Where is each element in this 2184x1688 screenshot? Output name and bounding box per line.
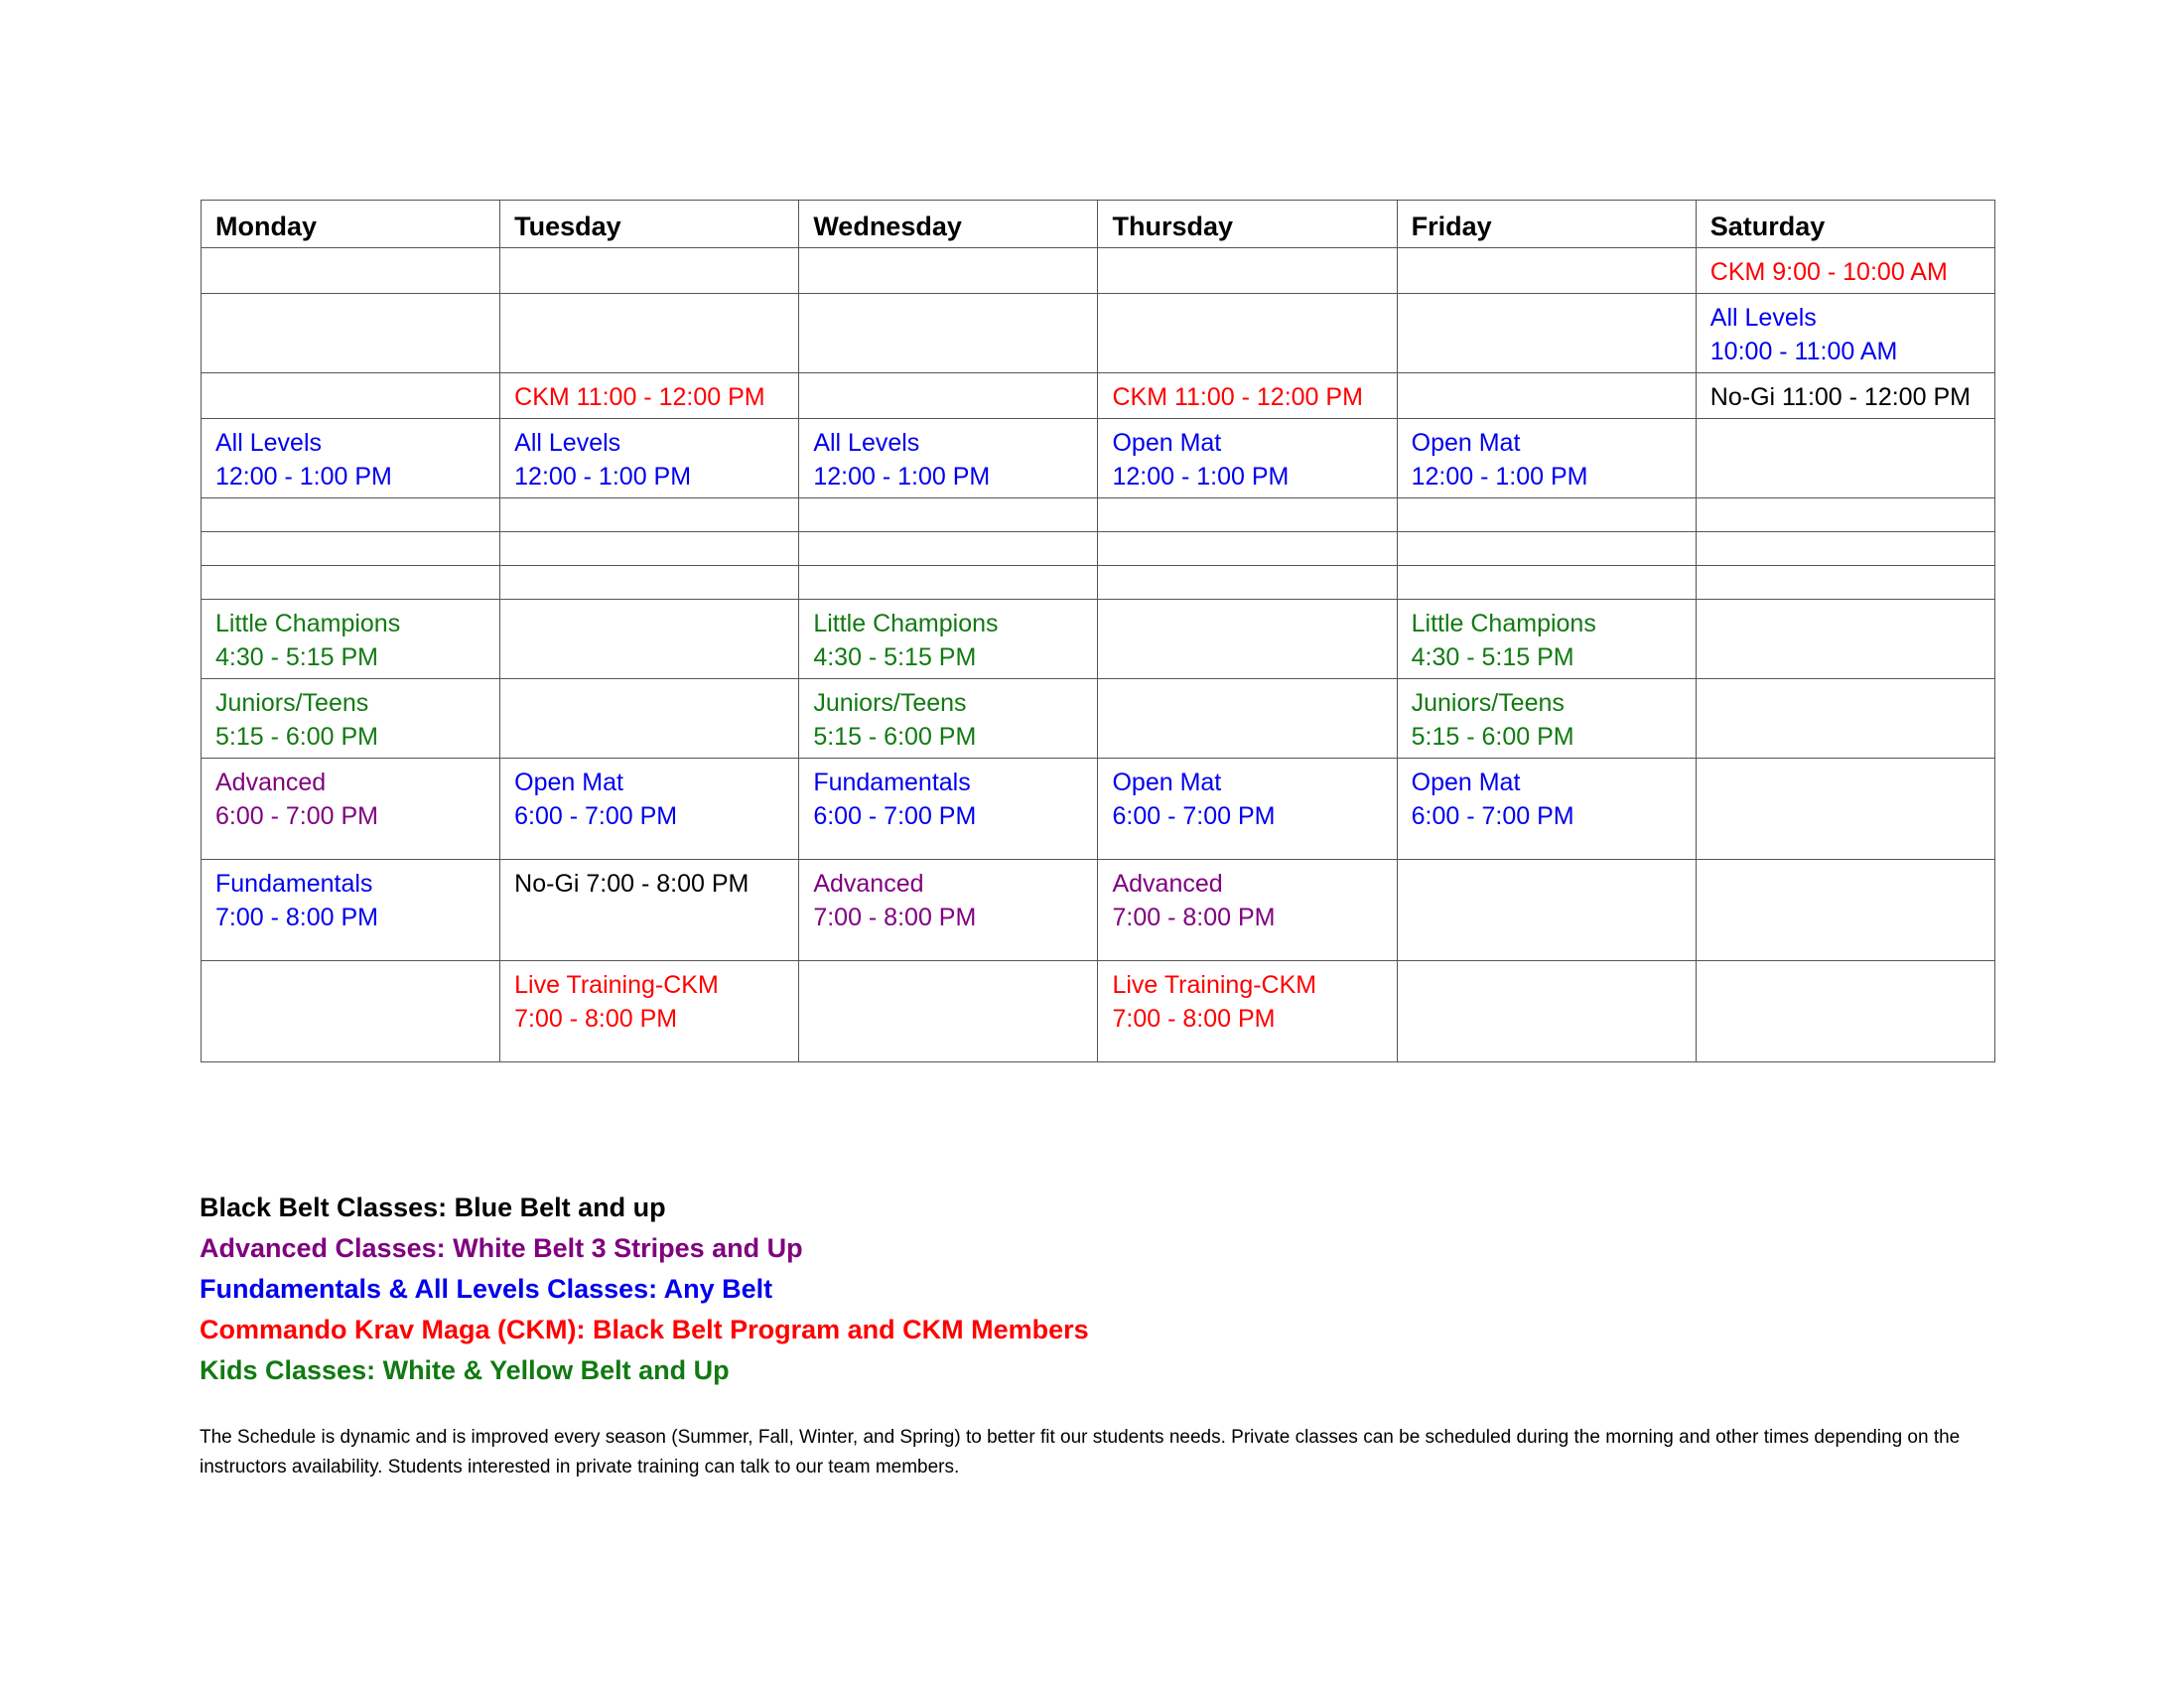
- class-name: Open Mat: [1411, 429, 1521, 457]
- class-time: 5:15 - 6:00 PM: [215, 723, 378, 751]
- empty-slot: [1397, 294, 1696, 373]
- class-time: 7:00 - 8:00 PM: [1112, 1005, 1276, 1033]
- class-time: 6:00 - 7:00 PM: [514, 802, 678, 830]
- legend-item: Commando Krav Maga (CKM): Black Belt Program and CKM Members: [200, 1315, 1089, 1344]
- class-slot-tuesday: [500, 860, 799, 961]
- class-slot-thursday: [1098, 961, 1397, 1062]
- empty-slot: [500, 532, 799, 566]
- empty-slot: [1098, 248, 1397, 294]
- class-slot-friday: [1397, 759, 1696, 860]
- class-name: Live Training-CKM: [514, 971, 719, 999]
- class-name: Little Champions: [215, 610, 401, 637]
- class-slot-friday: [1397, 679, 1696, 759]
- class-name: CKM 9:00 - 10:00 AM: [1709, 258, 1948, 286]
- class-slot-monday: [202, 860, 500, 961]
- class-time: 6:00 - 7:00 PM: [1411, 802, 1574, 830]
- schedule-row: [202, 679, 1995, 759]
- empty-slot: [1397, 532, 1696, 566]
- schedule-row: [202, 566, 1995, 600]
- class-slot-monday: [202, 679, 500, 759]
- class-time: 4:30 - 5:15 PM: [215, 643, 378, 671]
- belt-requirements-legend: [200, 1188, 1986, 1391]
- class-slot-tuesday: [500, 419, 799, 498]
- class-name: All Levels: [1709, 304, 1817, 332]
- class-time: 7:00 - 8:00 PM: [1112, 904, 1276, 931]
- class-name: Open Mat: [514, 769, 623, 796]
- class-name: No-Gi 7:00 - 8:00 PM: [514, 870, 750, 898]
- class-time: 7:00 - 8:00 PM: [514, 1005, 678, 1033]
- day-header-monday: Monday: [202, 201, 500, 248]
- schedule-row: [202, 373, 1995, 419]
- class-name: CKM 11:00 - 12:00 PM: [514, 383, 765, 411]
- class-slot-friday: [1397, 419, 1696, 498]
- empty-slot: [1098, 532, 1397, 566]
- empty-slot: [1696, 498, 1994, 532]
- schedule-row: [202, 961, 1995, 1062]
- schedule-row: [202, 248, 1995, 294]
- empty-slot: [1696, 860, 1994, 961]
- empty-slot: [500, 498, 799, 532]
- empty-slot: [500, 294, 799, 373]
- empty-slot: [1098, 294, 1397, 373]
- class-slot-tuesday: [500, 961, 799, 1062]
- empty-slot: [799, 294, 1098, 373]
- empty-slot: [1696, 532, 1994, 566]
- class-name: Little Champions: [813, 610, 999, 637]
- empty-slot: [202, 961, 500, 1062]
- class-time: 7:00 - 8:00 PM: [813, 904, 977, 931]
- class-slot-wednesday: [799, 419, 1098, 498]
- weekly-schedule-table: [201, 200, 1995, 1062]
- empty-slot: [500, 566, 799, 600]
- class-slot-monday: [202, 419, 500, 498]
- class-time: 7:00 - 8:00 PM: [215, 904, 378, 931]
- empty-slot: [799, 532, 1098, 566]
- day-header-saturday: Saturday: [1696, 201, 1994, 248]
- schedule-row: [202, 498, 1995, 532]
- class-slot-wednesday: [799, 759, 1098, 860]
- class-slot-wednesday: [799, 860, 1098, 961]
- empty-slot: [500, 600, 799, 679]
- empty-slot: [1397, 498, 1696, 532]
- class-name: Fundamentals: [215, 870, 373, 898]
- empty-slot: [799, 566, 1098, 600]
- class-name: Open Mat: [1411, 769, 1521, 796]
- class-slot-tuesday: [500, 759, 799, 860]
- schedule-body: [202, 248, 1995, 1062]
- class-time: 5:15 - 6:00 PM: [813, 723, 977, 751]
- empty-slot: [500, 248, 799, 294]
- class-time: 6:00 - 7:00 PM: [1112, 802, 1276, 830]
- legend-item: Kids Classes: White & Yellow Belt and Up: [200, 1355, 730, 1385]
- empty-slot: [202, 566, 500, 600]
- day-header-row: [202, 201, 1995, 248]
- class-name: All Levels: [215, 429, 322, 457]
- day-header-wednesday: Wednesday: [799, 201, 1098, 248]
- schedule-row: [202, 860, 1995, 961]
- class-slot-wednesday: [799, 679, 1098, 759]
- class-time: 12:00 - 1:00 PM: [1112, 463, 1290, 491]
- class-time: 5:15 - 6:00 PM: [1411, 723, 1574, 751]
- empty-slot: [1098, 566, 1397, 600]
- class-name: Fundamentals: [813, 769, 971, 796]
- schedule-row: [202, 759, 1995, 860]
- class-time: 4:30 - 5:15 PM: [1411, 643, 1574, 671]
- class-name: Live Training-CKM: [1112, 971, 1317, 999]
- day-header-tuesday: Tuesday: [500, 201, 799, 248]
- schedule-row: [202, 532, 1995, 566]
- class-slot-wednesday: [799, 600, 1098, 679]
- class-time: 4:30 - 5:15 PM: [813, 643, 977, 671]
- class-slot-thursday: [1098, 373, 1397, 419]
- schedule-row: [202, 294, 1995, 373]
- empty-slot: [500, 679, 799, 759]
- empty-slot: [799, 961, 1098, 1062]
- class-name: Juniors/Teens: [215, 689, 369, 717]
- class-time: 12:00 - 1:00 PM: [1411, 463, 1588, 491]
- empty-slot: [1397, 860, 1696, 961]
- class-time: 12:00 - 1:00 PM: [215, 463, 392, 491]
- class-slot-monday: [202, 759, 500, 860]
- empty-slot: [1397, 566, 1696, 600]
- empty-slot: [1696, 566, 1994, 600]
- empty-slot: [1098, 679, 1397, 759]
- empty-slot: [1397, 961, 1696, 1062]
- class-slot-saturday: [1696, 373, 1994, 419]
- legend-item: Fundamentals & All Levels Classes: Any Belt: [200, 1274, 773, 1304]
- legend-item: Black Belt Classes: Blue Belt and up: [200, 1193, 666, 1222]
- class-time: 6:00 - 7:00 PM: [813, 802, 977, 830]
- empty-slot: [1696, 679, 1994, 759]
- class-time: 6:00 - 7:00 PM: [215, 802, 378, 830]
- class-time: 12:00 - 1:00 PM: [813, 463, 991, 491]
- empty-slot: [202, 294, 500, 373]
- empty-slot: [799, 373, 1098, 419]
- schedule-row: [202, 600, 1995, 679]
- class-slot-thursday: [1098, 759, 1397, 860]
- class-slot-friday: [1397, 600, 1696, 679]
- schedule-note: The Schedule is dynamic and is improved every season (Summer, Fall, Winter, and Spring) to better fit our students needs. Private classes can be scheduled during the morning and other times depending on the instructors availability. Students interested in private training can talk to our team members.: [200, 1427, 1961, 1477]
- class-slot-monday: [202, 600, 500, 679]
- empty-slot: [202, 532, 500, 566]
- class-slot-tuesday: [500, 373, 799, 419]
- empty-slot: [202, 498, 500, 532]
- class-time: 10:00 - 11:00 AM: [1709, 338, 1898, 365]
- schedule-row: [202, 419, 1995, 498]
- class-name: No-Gi 11:00 - 12:00 PM: [1709, 383, 1971, 411]
- legend-item: Advanced Classes: White Belt 3 Stripes and Up: [200, 1233, 803, 1263]
- empty-slot: [1696, 419, 1994, 498]
- empty-slot: [799, 498, 1098, 532]
- empty-slot: [1397, 248, 1696, 294]
- class-name: All Levels: [813, 429, 920, 457]
- empty-slot: [1098, 600, 1397, 679]
- class-slot-thursday: [1098, 419, 1397, 498]
- empty-slot: [202, 248, 500, 294]
- empty-slot: [1696, 759, 1994, 860]
- class-slot-thursday: [1098, 860, 1397, 961]
- class-name: Juniors/Teens: [1411, 689, 1565, 717]
- class-time: 12:00 - 1:00 PM: [514, 463, 692, 491]
- empty-slot: [1397, 373, 1696, 419]
- empty-slot: [1696, 600, 1994, 679]
- empty-slot: [1098, 498, 1397, 532]
- empty-slot: [202, 373, 500, 419]
- class-name: Open Mat: [1112, 769, 1222, 796]
- class-name: Open Mat: [1112, 429, 1222, 457]
- class-slot-saturday: [1696, 248, 1994, 294]
- empty-slot: [799, 248, 1098, 294]
- class-name: Advanced: [813, 870, 924, 898]
- class-slot-saturday: [1696, 294, 1994, 373]
- day-header-friday: Friday: [1397, 201, 1696, 248]
- class-name: CKM 11:00 - 12:00 PM: [1112, 383, 1363, 411]
- class-name: Little Champions: [1411, 610, 1596, 637]
- class-name: Advanced: [215, 769, 327, 796]
- class-name: Advanced: [1112, 870, 1223, 898]
- day-header-thursday: Thursday: [1098, 201, 1397, 248]
- empty-slot: [1696, 961, 1994, 1062]
- class-name: Juniors/Teens: [813, 689, 967, 717]
- class-name: All Levels: [514, 429, 621, 457]
